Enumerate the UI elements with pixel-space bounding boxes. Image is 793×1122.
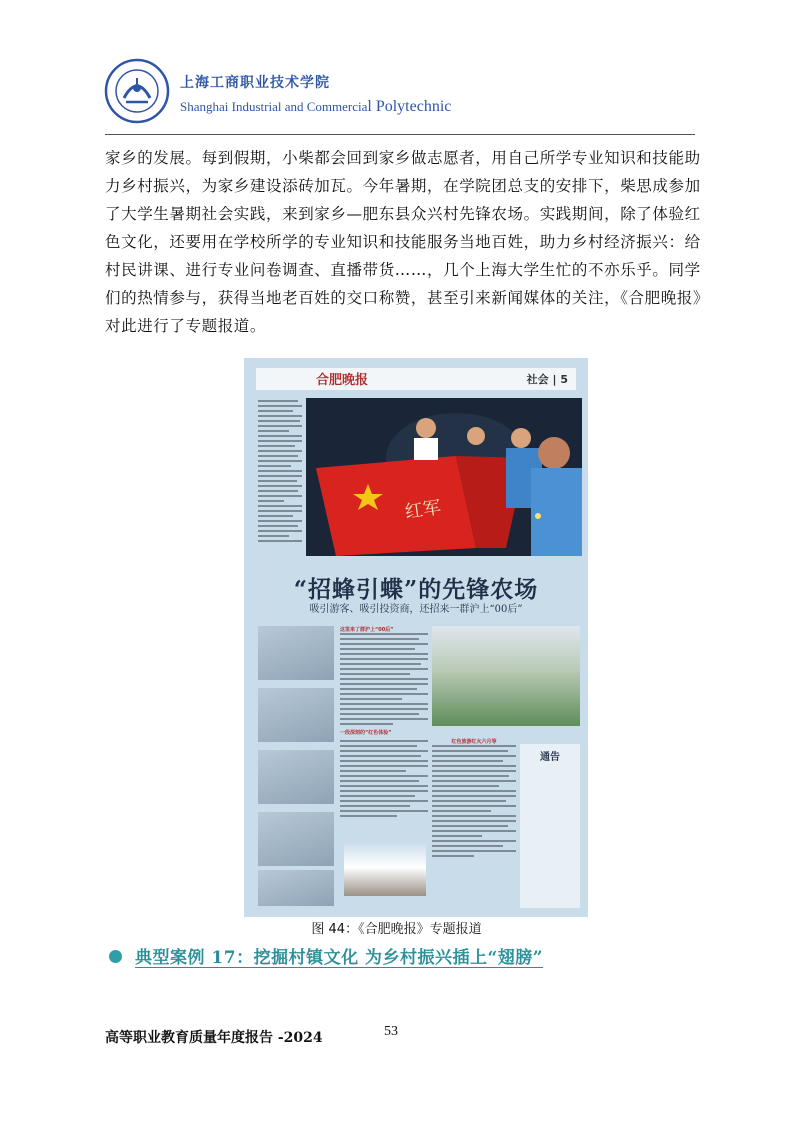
body-line: 色文化，还要用在学校所学的专业知识和技能服务当地百姓，助力乡村经济振兴：给 xyxy=(105,233,701,251)
body-line: 了大学生暑期社会实践，来到家乡—肥东县众兴村先锋农场。实践期间，除了体验红 xyxy=(105,205,701,223)
body-line: 对此进行了专题报道。 xyxy=(105,317,267,335)
newspaper-left-photo xyxy=(258,750,334,804)
newspaper-left-photo xyxy=(258,688,334,742)
newspaper-notice-box xyxy=(520,744,580,908)
footer-report-title: 高等职业教育质量年度报告 -2024 xyxy=(105,1030,323,1046)
header-school-name-en: Shanghai Industrial and Commercial Polytechnic xyxy=(180,98,452,115)
section-heading: 这里来了群沪上“00后” xyxy=(340,627,394,633)
newspaper-left-photo xyxy=(258,812,334,866)
newspaper-left-photo xyxy=(258,626,334,680)
body-line: 家乡的发展。每到假期，小柴都会回到家乡做志愿者，用自己所学专业知识和技能助 xyxy=(105,149,701,167)
section-heading: 一段深刻的“红色体验” xyxy=(340,730,392,736)
newspaper-middle-column xyxy=(340,626,428,820)
newspaper-section-label: 社会 | 5 xyxy=(526,373,568,386)
case-heading: 典型案例 17：挖掘村镇文化 为乡村振兴插上“翅膀” xyxy=(135,948,544,968)
flag-text: 红军 xyxy=(403,497,443,523)
section-heading: 红色旅游红火六月等 xyxy=(451,739,497,745)
bullet-icon xyxy=(109,950,122,963)
newspaper-masthead: 合肥晚报 xyxy=(316,373,369,388)
newspaper-right-photo xyxy=(432,626,580,726)
newspaper-bottom-photo xyxy=(344,844,426,896)
newspaper-right-column xyxy=(432,738,516,860)
newspaper-headline: “招蜂引蝶”的先锋农场 xyxy=(293,576,539,603)
header-school-name-cn: 上海工商职业技术学院 xyxy=(180,75,330,91)
newspaper-subheadline: 吸引游客、吸引投资商，还招来一群沪上“00后” xyxy=(309,604,523,615)
newspaper-left-photo xyxy=(258,870,334,906)
body-line: 力乡村振兴，为家乡建设添砖加瓦。今年暑期，在学院团总支的安排下，柴思成参加 xyxy=(105,177,701,195)
figure-caption: 图 44：《合肥晚报》专题报道 xyxy=(311,922,482,937)
newspaper-main-photo xyxy=(306,398,582,556)
school-logo xyxy=(104,58,170,124)
body-paragraph xyxy=(105,144,710,340)
body-line: 们的热情参与，获得当地老百姓的交口称赞，甚至引来新闻媒体的关注，《合肥晚报》 xyxy=(105,289,710,307)
page-number: 53 xyxy=(384,1024,398,1039)
newspaper-header-bar xyxy=(256,368,576,390)
header-divider xyxy=(105,134,695,135)
notice-title: 通告 xyxy=(540,752,560,763)
newspaper-text-column xyxy=(258,400,302,546)
body-line: 村民讲课、进行专业问卷调查、直播带货……，几个上海大学生忙的不亦乐乎。同学 xyxy=(105,261,701,279)
newspaper-clipping xyxy=(244,358,588,917)
